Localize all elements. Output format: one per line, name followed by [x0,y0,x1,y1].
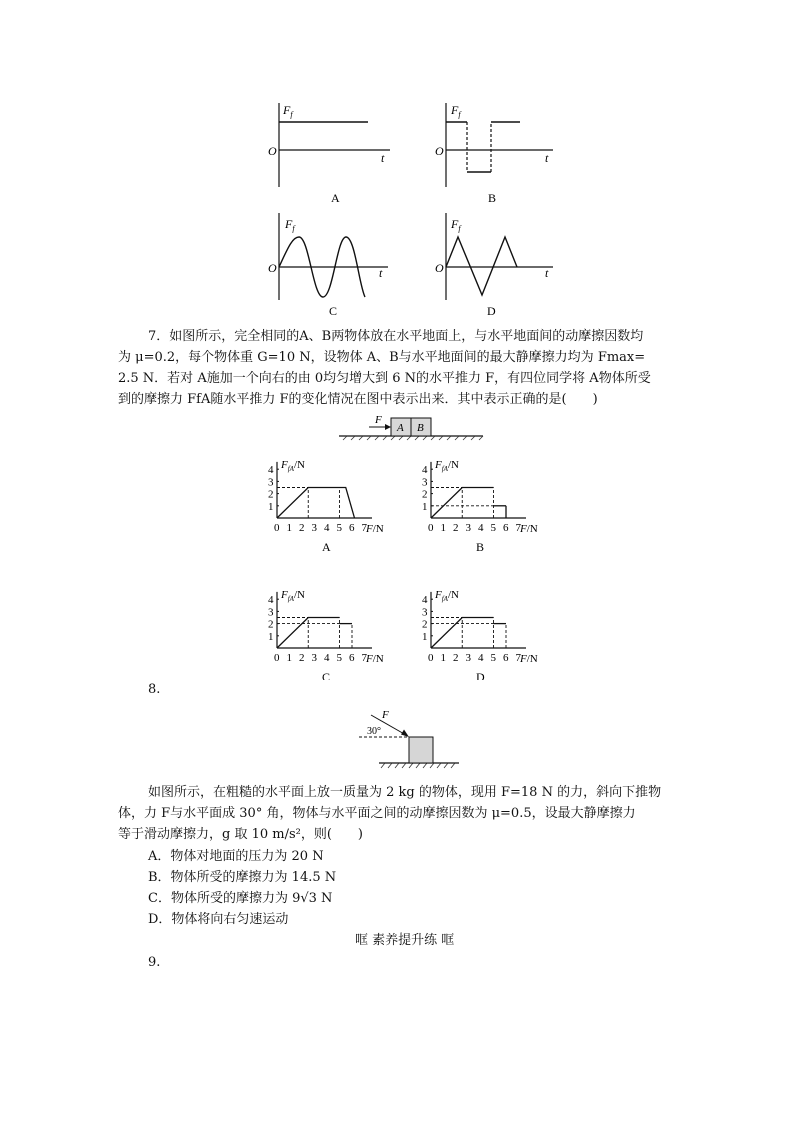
q7-graph-b-x-tick: 2 [453,522,459,534]
q7-graph-d-x-label: F/N [520,653,538,665]
q7-graph-a-x-tick: 2 [299,522,305,534]
q7-graph-a-y-label: $F_{fA}/N$ [281,458,305,473]
graph-b [435,103,553,205]
q8-option-d: D．物体将向右匀速运动 [148,912,289,927]
q7-graph-c-y-tick: 2 [268,618,274,631]
q7-graph-a-y-tick: 3 [268,476,274,489]
graph-d-origin: O [435,261,444,275]
q7-friction-graphs-svg [255,450,575,680]
q7-number: 7． [148,329,170,344]
graph-c-caption: C [329,304,338,318]
graph-c-xlabel: t [379,266,383,280]
q7-line-4: 到的摩擦力 FfA随水平推力 F的变化情况在图中表示出来．其中表示正确的是( ) [118,392,598,407]
q7-graph-d-x-tick: 2 [453,652,459,664]
q7-graph-d-y-tick: 1 [422,630,428,643]
q7-graph-d-y-tick: 2 [422,618,428,631]
q7-graph-a-x-tick: 1 [286,522,292,534]
q9-number: 9. [148,955,161,970]
q8-number: 8. [148,682,161,697]
q7-graph-a-x-tick: 4 [324,522,330,534]
q7-graph-c-y-label: $F_{fA}/N$ [281,588,305,603]
q7-graph-d-caption: D [476,670,485,680]
q7-line-2: 为 μ=0.2，每个物体重 G=10 N，设物体 A、B与水平地面间的最大静摩擦力均为 Fmax= [118,350,646,365]
q7-graph-c-y-tick: 1 [268,630,274,643]
q7-graph-d-y-tick: 3 [422,606,428,619]
q7-graph-b-x-tick: 4 [478,522,484,534]
q7-graph-d-x-tick: 1 [440,652,446,664]
q7-graph-a-x-tick: 0 [274,522,280,534]
block-b-label: B [417,422,424,434]
q7-graph-d-x-tick: 7 [515,652,521,664]
ff-t-graphs [255,95,575,329]
q7-graph-a-line [277,488,355,519]
q7-graph-d-x-tick: 4 [478,652,484,664]
q7-graph-b-y-tick: 1 [422,500,428,513]
q7-graph-d-y-tick: 4 [422,594,428,607]
q7-graph-b-x-tick: 5 [490,522,496,534]
q7-graph-d-x-tick: 5 [490,652,496,664]
block-a-label: A [397,422,404,434]
q7-graph-b-caption: B [476,540,485,554]
q7-graph-d-x-tick: 6 [503,652,509,664]
q7-graph-a-x-tick: 6 [349,522,355,534]
q7-graph-c-x-tick: 1 [286,652,292,664]
q7-graph-b-x-label: F/N [520,523,538,535]
q7-graph-c-y-tick: 3 [268,606,274,619]
graph-b-origin: O [435,144,444,158]
graph-c-origin: O [268,261,277,275]
q7-graph-a-caption: A [322,540,331,554]
q7-graph-b-y-tick: 2 [422,488,428,501]
q7-graph-d-y-label: $F_{fA}/N$ [435,588,459,603]
q7-graph-a-x-label: F/N [366,523,384,535]
q7-graph-c-x-tick: 7 [361,652,367,664]
q7-graph-c-x-tick: 5 [336,652,342,664]
graph-d [435,213,553,318]
graph-d-triangle [446,237,517,295]
q7-graph-c-x-tick: 3 [311,652,317,664]
q7-graph-c-x-tick: 0 [274,652,280,664]
q7-graph-a-x-tick: 5 [336,522,342,534]
graph-b-xlabel: t [545,151,549,165]
q7-graph-b-y-tick: 3 [422,476,428,489]
q7-graph-a-y-tick: 4 [268,464,274,477]
graph-a-caption: A [331,191,340,205]
q8-force-label: F [382,709,389,721]
q7-graph-c-x-tick: 2 [299,652,305,664]
graph-a-xlabel: t [381,151,385,165]
q7-graph-b-x-tick: 3 [465,522,471,534]
graph-d-caption: D [487,304,496,318]
q7-graph-d-x-tick: 3 [465,652,471,664]
graph-a-origin: O [268,144,277,158]
q7-graph-c-y-tick: 4 [268,594,274,607]
graph-a [268,103,390,205]
q7-graph-a-x-tick: 7 [361,522,367,534]
q7-setup-figure [335,412,490,446]
graph-d-ylabel: $F_f$ [451,217,461,233]
q8-line-2: 体，力 F与水平面成 30° 角，物体与水平面之间的动摩擦因数为 μ=0.5，设最大静摩擦力 [118,806,636,821]
q7-graph-a-x-tick: 3 [311,522,317,534]
q7-graph-d-x-tick: 0 [428,652,434,664]
graph-d-xlabel: t [545,266,549,280]
ff-t-graphs-svg [255,95,575,325]
q7-graph-c-x-tick: 6 [349,652,355,664]
section-title: 哐 素养提升练 哐 [355,933,455,948]
q7-graph-c-caption: C [322,670,331,680]
q7-graph-b-y-label: $F_{fA}/N$ [435,458,459,473]
graph-c [268,213,388,318]
q7-graph-b-y-tick: 4 [422,464,428,477]
graph-a-ylabel: $F_f$ [283,103,293,119]
q8-option-a: A．物体对地面的压力为 20 N [148,849,324,864]
q8-line-1: 如图所示，在粗糙的水平面上放一质量为 2 kg 的物体，现用 F=18 N 的力，斜向下推物 [148,785,662,800]
q7-graph-b-x-tick: 7 [515,522,521,534]
q7-graph-a-y-tick: 2 [268,488,274,501]
q7-graph-a-y-tick: 1 [268,500,274,513]
graph-b-caption: B [488,191,497,205]
q7-text-1: 如图所示，完全相同的A、B两物体放在水平地面上，与水平地面间的动摩擦因数均 [169,329,644,344]
q8-angle-label: 30° [367,726,381,737]
q8-block [409,737,433,763]
q8-option-b: B．物体所受的摩擦力为 14.5 N [148,870,337,885]
q8-figure [355,705,465,777]
q7-line-3: 2.5 N．若对 A施加一个向右的由 0均匀增大到 6 N的水平推力 F，有四位同学将 A物体所受 [118,371,651,386]
q7-graph-c-x-label: F/N [366,653,384,665]
q7-graph-b-x-tick: 1 [440,522,446,534]
q7-friction-graphs [255,450,575,684]
q8-line-3: 等于滑动摩擦力，g 取 10 m/s²，则( ) [118,827,363,842]
graph-b-ylabel: $F_f$ [451,103,461,119]
q7-graph-b-x-tick: 0 [428,522,434,534]
q7-graph-b-x-tick: 6 [503,522,509,534]
q7-graph-c-x-tick: 4 [324,652,330,664]
q8-option-c: C．物体所受的摩擦力为 9√3 N [148,891,333,906]
graph-c-ylabel: $F_f$ [285,217,295,233]
q7-line-1 [148,327,643,346]
setup-force-label: F [375,414,382,426]
